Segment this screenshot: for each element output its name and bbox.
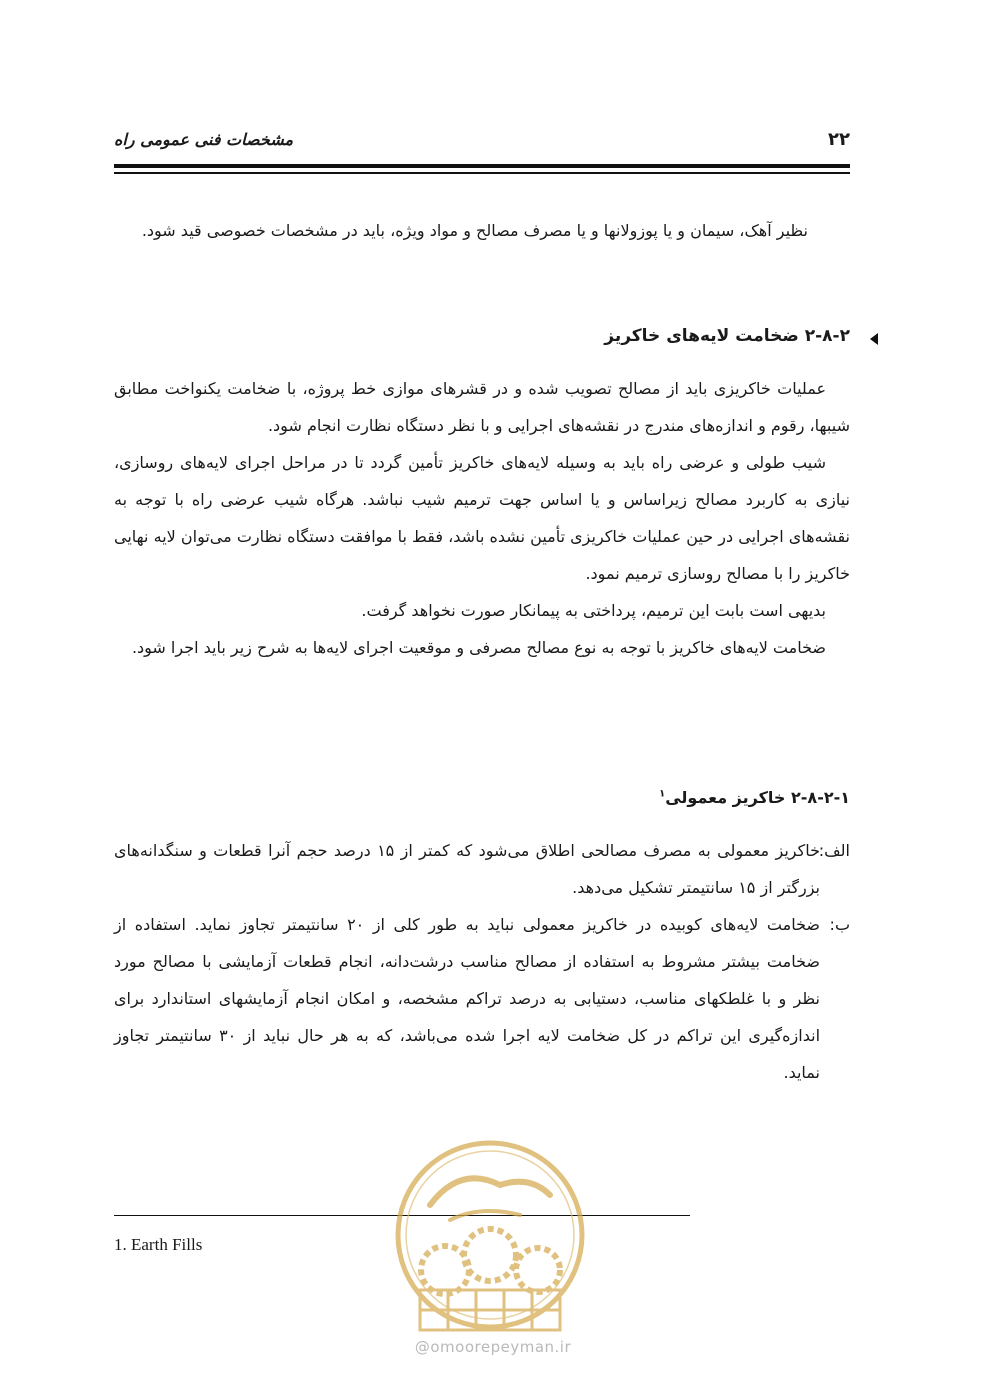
list-item-text: ضخامت لایه‌های کوبیده در خاکریز معمولی نباید به طور کلی از ۲۰ سانتیمتر تجاوز نماید. استفاده از ضخامت بیشتر مشروط به استفاده از مصالح مناسب درشت‌دانه، انجام قطعات آزمایشی با مصالح مورد نظر و با غلطکهای مناسب، دستیابی به درصد تراکم مشخصه، و امکان انجام آزمایشهای استاندارد برای اندازه‌گیری این تراکم در کل ضخامت لایه اجرا شده می‌باشد، که به هر حال نباید از ۳۰ سانتیمتر تجاوز نماید. <box>114 915 821 1082</box>
footnote-ref: ۱ <box>659 788 666 800</box>
intro-block <box>114 212 850 249</box>
at-icon: @ <box>414 1338 431 1356</box>
footnote: 1. Earth Fills <box>114 1235 203 1254</box>
subsection-items <box>114 832 850 1091</box>
section-paragraph-4: ضخامت لایه‌های خاکریز با توجه به نوع مصالح مصرفی و موقعیت اجرای لایه‌ها به شرح زیر باید اجرا شود. <box>131 638 826 657</box>
list-item-text: خاکریز معمولی به مصرف مصالحی اطلاق می‌شود که کمتر از ۱۵ درصد حجم آنرا قطعات و سنگدانه‌های بزرگتر از ۱۵ سانتیمتر تشکیل می‌دهد. <box>114 841 820 897</box>
list-item <box>114 832 850 906</box>
section-heading: ۲-۸-۲ ضخامت لایه‌های خاکریز <box>604 326 850 346</box>
section-paragraph-2: شیب طولی و عرضی راه باید به وسیله لایه‌های خاکریز تأمین گردد تا در مراحل اجرای لایه‌های روسازی، نیازی به کاربرد مصالح زیراساس و یا اساس جهت ترمیم شیب نباشد. هرگاه شیب عرضی راه با توجه به نقشه‌های اجرایی در حین عملیات خاکریزی تأمین نشده باشد، فقط با موافقت دستگاه نظارت می‌توان لایه نهایی خاکریز را با مصالح روسازی ترمیم نمود. <box>114 453 850 583</box>
page-number: ۲۲ <box>828 129 850 150</box>
header-rule-thin <box>114 172 850 174</box>
watermark-seal-icon <box>390 1135 590 1355</box>
list-item-mark: الف: <box>818 841 850 860</box>
section-body <box>114 370 850 666</box>
intro-paragraph: نظیر آهک، سیمان و یا پوزولانها و یا مصرف مصالح و مواد ویژه، باید در مشخصات خصوصی قید شود. <box>141 221 808 240</box>
header-rule-thick <box>114 164 850 168</box>
running-header-title: مشخصات فنی عمومی راه <box>114 130 294 149</box>
subsection-heading-text: ۲-۸-۲-۱ خاکریز معمولی <box>665 788 850 807</box>
section-arrow-icon <box>870 333 878 345</box>
list-item <box>114 906 850 1091</box>
watermark-site-text <box>398 1338 588 1356</box>
list-item-mark: ب: <box>829 915 850 934</box>
subsection-heading <box>659 788 850 807</box>
section-paragraph-1: عملیات خاکریزی باید از مصالح تصویب شده و در قشرهای موازی خط پروژه، با ضخامت یکنواخت مطابق شیبها، رقوم و اندازه‌های مندرج در نقشه‌های اجرایی و با نظر دستگاه نظارت انجام شود. <box>114 379 850 435</box>
watermark-site: omoorepeyman.ir <box>430 1338 572 1356</box>
section-paragraph-3: بدیهی است بابت این ترمیم، پرداختی به پیمانکار صورت نخواهد گرفت. <box>361 601 826 620</box>
